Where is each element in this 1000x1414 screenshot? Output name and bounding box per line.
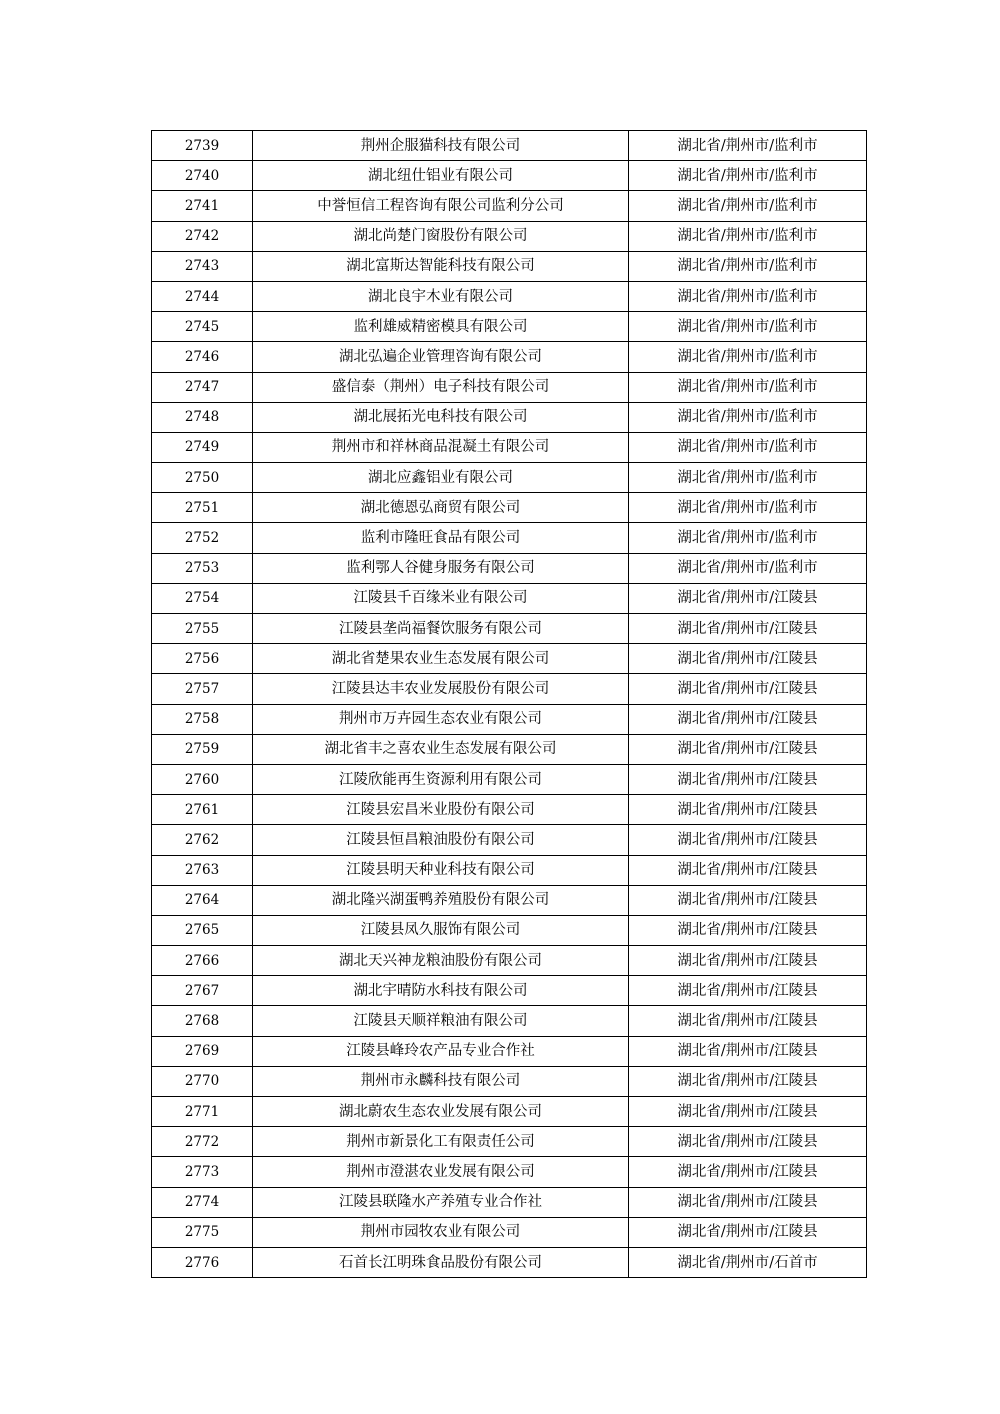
company-name-cell: 江陵县恒昌粮油股份有限公司 — [253, 825, 629, 855]
company-name-cell: 荆州市园牧农业有限公司 — [253, 1217, 629, 1247]
table-row — [152, 825, 867, 855]
table-row — [152, 161, 867, 191]
row-number-cell: 2754 — [152, 583, 253, 613]
table-row — [152, 1247, 867, 1277]
table-row — [152, 221, 867, 251]
row-number-cell: 2771 — [152, 1097, 253, 1127]
row-number-cell: 2760 — [152, 764, 253, 794]
company-name-cell: 监利市隆旺食品有限公司 — [253, 523, 629, 553]
company-name-cell: 荆州市澄湛农业发展有限公司 — [253, 1157, 629, 1187]
region-cell: 湖北省/荆州市/江陵县 — [629, 1157, 867, 1187]
company-list-table — [151, 130, 867, 1278]
table-row — [152, 734, 867, 764]
company-name-cell: 江陵县千百缘米业有限公司 — [253, 583, 629, 613]
company-name-cell: 荆州企服猫科技有限公司 — [253, 131, 629, 161]
region-cell: 湖北省/荆州市/监利市 — [629, 523, 867, 553]
row-number-cell: 2750 — [152, 463, 253, 493]
company-name-cell: 湖北天兴神龙粮油股份有限公司 — [253, 946, 629, 976]
region-cell: 湖北省/荆州市/监利市 — [629, 191, 867, 221]
company-name-cell: 湖北富斯达智能科技有限公司 — [253, 251, 629, 281]
table-row — [152, 583, 867, 613]
table-row — [152, 946, 867, 976]
row-number-cell: 2776 — [152, 1247, 253, 1277]
row-number-cell: 2762 — [152, 825, 253, 855]
region-cell: 湖北省/荆州市/石首市 — [629, 1247, 867, 1277]
region-cell: 湖北省/荆州市/江陵县 — [629, 614, 867, 644]
region-cell: 湖北省/荆州市/监利市 — [629, 131, 867, 161]
table-row — [152, 1036, 867, 1066]
table-row — [152, 674, 867, 704]
table-row — [152, 795, 867, 825]
table-row — [152, 855, 867, 885]
row-number-cell: 2744 — [152, 281, 253, 311]
company-name-cell: 荆州市永麟科技有限公司 — [253, 1066, 629, 1096]
company-name-cell: 湖北省楚果农业生态发展有限公司 — [253, 644, 629, 674]
company-name-cell: 江陵县天顺祥粮油有限公司 — [253, 1006, 629, 1036]
region-cell: 湖北省/荆州市/监利市 — [629, 221, 867, 251]
company-name-cell: 湖北省丰之喜农业生态发展有限公司 — [253, 734, 629, 764]
table-row — [152, 523, 867, 553]
region-cell: 湖北省/荆州市/江陵县 — [629, 915, 867, 945]
company-name-cell: 江陵县垄尚福餐饮服务有限公司 — [253, 614, 629, 644]
row-number-cell: 2757 — [152, 674, 253, 704]
table-row — [152, 191, 867, 221]
row-number-cell: 2755 — [152, 614, 253, 644]
row-number-cell: 2759 — [152, 734, 253, 764]
table-row — [152, 312, 867, 342]
table-row — [152, 1006, 867, 1036]
table-row — [152, 493, 867, 523]
row-number-cell: 2767 — [152, 976, 253, 1006]
region-cell: 湖北省/荆州市/江陵县 — [629, 583, 867, 613]
company-name-cell: 湖北德恩弘商贸有限公司 — [253, 493, 629, 523]
table-row — [152, 402, 867, 432]
region-cell: 湖北省/荆州市/江陵县 — [629, 764, 867, 794]
region-cell: 湖北省/荆州市/江陵县 — [629, 795, 867, 825]
region-cell: 湖北省/荆州市/监利市 — [629, 161, 867, 191]
table-row — [152, 342, 867, 372]
region-cell: 湖北省/荆州市/江陵县 — [629, 704, 867, 734]
region-cell: 湖北省/荆州市/江陵县 — [629, 1097, 867, 1127]
company-name-cell: 湖北尚楚门窗股份有限公司 — [253, 221, 629, 251]
table-row — [152, 131, 867, 161]
company-name-cell: 盛信泰（荆州）电子科技有限公司 — [253, 372, 629, 402]
row-number-cell: 2769 — [152, 1036, 253, 1066]
table-row — [152, 1066, 867, 1096]
row-number-cell: 2765 — [152, 915, 253, 945]
table-row — [152, 885, 867, 915]
table-row — [152, 251, 867, 281]
region-cell: 湖北省/荆州市/江陵县 — [629, 1006, 867, 1036]
company-name-cell: 江陵欣能再生资源利用有限公司 — [253, 764, 629, 794]
row-number-cell: 2770 — [152, 1066, 253, 1096]
company-name-cell: 江陵县凤久服饰有限公司 — [253, 915, 629, 945]
table-row — [152, 704, 867, 734]
row-number-cell: 2745 — [152, 312, 253, 342]
row-number-cell: 2772 — [152, 1127, 253, 1157]
region-cell: 湖北省/荆州市/监利市 — [629, 372, 867, 402]
row-number-cell: 2743 — [152, 251, 253, 281]
row-number-cell: 2753 — [152, 553, 253, 583]
row-number-cell: 2766 — [152, 946, 253, 976]
table-row — [152, 614, 867, 644]
region-cell: 湖北省/荆州市/江陵县 — [629, 825, 867, 855]
company-name-cell: 监利鄂人谷健身服务有限公司 — [253, 553, 629, 583]
table-row — [152, 432, 867, 462]
company-list-body — [152, 131, 867, 1278]
region-cell: 湖北省/荆州市/江陵县 — [629, 1066, 867, 1096]
company-name-cell: 湖北蔚农生态农业发展有限公司 — [253, 1097, 629, 1127]
table-row — [152, 281, 867, 311]
region-cell: 湖北省/荆州市/江陵县 — [629, 1187, 867, 1217]
company-name-cell: 荆州市和祥林商品混凝土有限公司 — [253, 432, 629, 462]
region-cell: 湖北省/荆州市/江陵县 — [629, 674, 867, 704]
company-name-cell: 湖北良宇木业有限公司 — [253, 281, 629, 311]
company-name-cell: 荆州市万卉园生态农业有限公司 — [253, 704, 629, 734]
table-row — [152, 553, 867, 583]
region-cell: 湖北省/荆州市/监利市 — [629, 463, 867, 493]
region-cell: 湖北省/荆州市/江陵县 — [629, 644, 867, 674]
region-cell: 湖北省/荆州市/江陵县 — [629, 1127, 867, 1157]
row-number-cell: 2747 — [152, 372, 253, 402]
row-number-cell: 2748 — [152, 402, 253, 432]
table-row — [152, 644, 867, 674]
row-number-cell: 2768 — [152, 1006, 253, 1036]
row-number-cell: 2764 — [152, 885, 253, 915]
region-cell: 湖北省/荆州市/江陵县 — [629, 734, 867, 764]
table-row — [152, 1157, 867, 1187]
row-number-cell: 2739 — [152, 131, 253, 161]
region-cell: 湖北省/荆州市/江陵县 — [629, 976, 867, 1006]
company-name-cell: 湖北宇晴防水科技有限公司 — [253, 976, 629, 1006]
row-number-cell: 2751 — [152, 493, 253, 523]
region-cell: 湖北省/荆州市/江陵县 — [629, 885, 867, 915]
row-number-cell: 2761 — [152, 795, 253, 825]
row-number-cell: 2773 — [152, 1157, 253, 1187]
row-number-cell: 2758 — [152, 704, 253, 734]
company-name-cell: 荆州市新景化工有限责任公司 — [253, 1127, 629, 1157]
table-row — [152, 1097, 867, 1127]
row-number-cell: 2763 — [152, 855, 253, 885]
table-row — [152, 915, 867, 945]
row-number-cell: 2746 — [152, 342, 253, 372]
row-number-cell: 2741 — [152, 191, 253, 221]
row-number-cell: 2749 — [152, 432, 253, 462]
company-name-cell: 石首长江明珠食品股份有限公司 — [253, 1247, 629, 1277]
row-number-cell: 2740 — [152, 161, 253, 191]
region-cell: 湖北省/荆州市/监利市 — [629, 281, 867, 311]
company-name-cell: 湖北弘遍企业管理咨询有限公司 — [253, 342, 629, 372]
company-name-cell: 湖北纽仕铝业有限公司 — [253, 161, 629, 191]
region-cell: 湖北省/荆州市/监利市 — [629, 251, 867, 281]
region-cell: 湖北省/荆州市/监利市 — [629, 402, 867, 432]
region-cell: 湖北省/荆州市/监利市 — [629, 553, 867, 583]
region-cell: 湖北省/荆州市/监利市 — [629, 312, 867, 342]
table-row — [152, 1187, 867, 1217]
company-name-cell: 江陵县达丰农业发展股份有限公司 — [253, 674, 629, 704]
company-name-cell: 湖北应鑫铝业有限公司 — [253, 463, 629, 493]
row-number-cell: 2774 — [152, 1187, 253, 1217]
region-cell: 湖北省/荆州市/江陵县 — [629, 946, 867, 976]
company-name-cell: 江陵县明天种业科技有限公司 — [253, 855, 629, 885]
row-number-cell: 2742 — [152, 221, 253, 251]
region-cell: 湖北省/荆州市/监利市 — [629, 432, 867, 462]
row-number-cell: 2756 — [152, 644, 253, 674]
region-cell: 湖北省/荆州市/江陵县 — [629, 855, 867, 885]
company-name-cell: 江陵县宏昌米业股份有限公司 — [253, 795, 629, 825]
company-name-cell: 江陵县峰玲农产品专业合作社 — [253, 1036, 629, 1066]
company-name-cell: 江陵县联隆水产养殖专业合作社 — [253, 1187, 629, 1217]
table-row — [152, 463, 867, 493]
company-name-cell: 中誉恒信工程咨询有限公司监利分公司 — [253, 191, 629, 221]
table-row — [152, 1217, 867, 1247]
row-number-cell: 2775 — [152, 1217, 253, 1247]
table-row — [152, 976, 867, 1006]
company-name-cell: 监利雄威精密模具有限公司 — [253, 312, 629, 342]
company-name-cell: 湖北展拓光电科技有限公司 — [253, 402, 629, 432]
region-cell: 湖北省/荆州市/江陵县 — [629, 1036, 867, 1066]
region-cell: 湖北省/荆州市/监利市 — [629, 493, 867, 523]
table-row — [152, 372, 867, 402]
row-number-cell: 2752 — [152, 523, 253, 553]
region-cell: 湖北省/荆州市/江陵县 — [629, 1217, 867, 1247]
region-cell: 湖北省/荆州市/监利市 — [629, 342, 867, 372]
table-row — [152, 764, 867, 794]
company-name-cell: 湖北隆兴湖蛋鸭养殖股份有限公司 — [253, 885, 629, 915]
table-row — [152, 1127, 867, 1157]
